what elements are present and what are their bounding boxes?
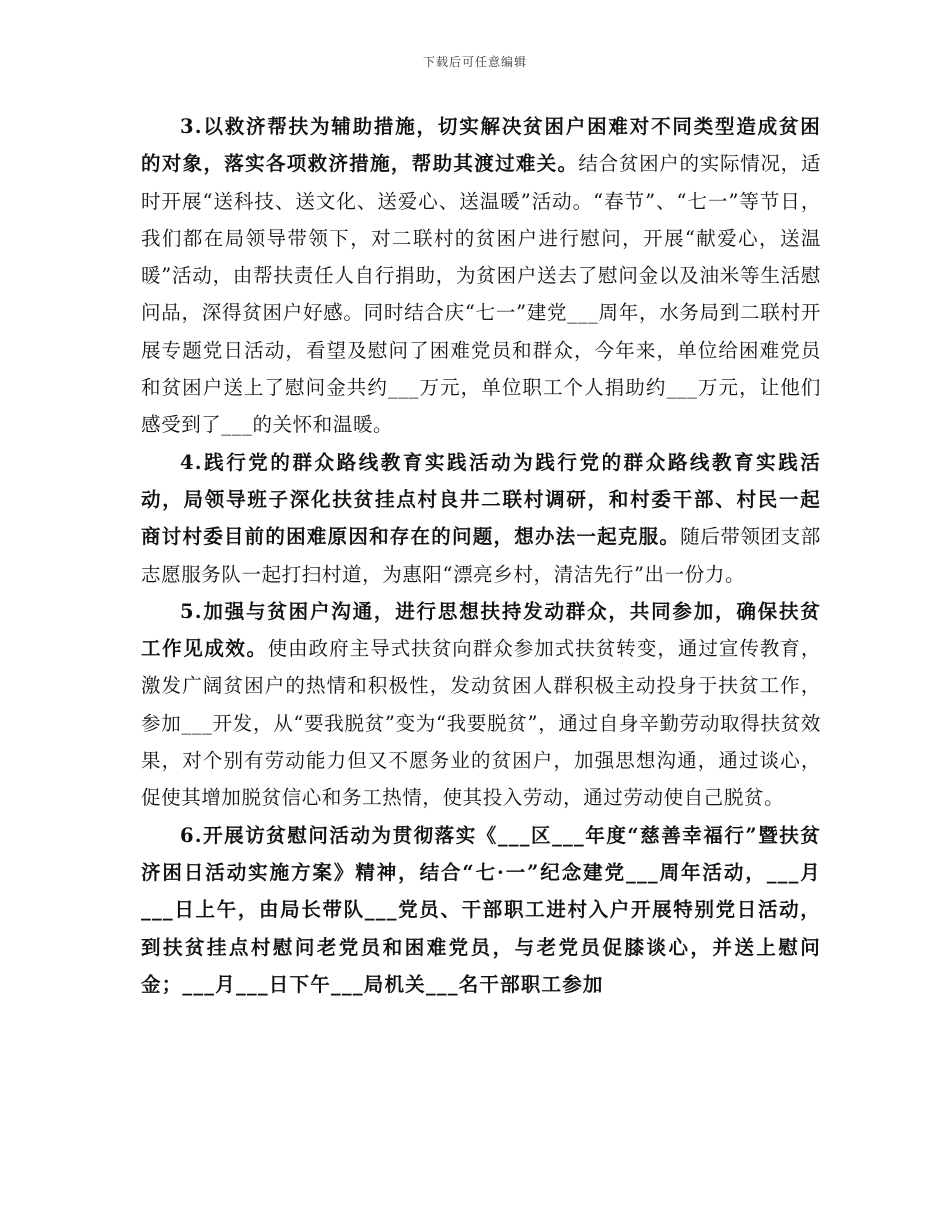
paragraph-5 [141, 593, 821, 817]
paragraph-4-heading: 4.践行党的群众路线教育实践活动为践行党的群众路线教育实践活动，局领导班子深化扶贫挂点村良井二联村调研，和村委干部、村民一起商讨村委目前的困难原因和存在的问题，想办法一起克服。 [141, 450, 821, 549]
paragraph-5-heading: 5.加强与贫困户沟通，进行思想扶持发动群众，共同参加，确保扶贫工作见成效。 [141, 599, 821, 661]
paragraph-4 [141, 444, 821, 593]
paragraph-3 [141, 108, 821, 444]
paragraph-6 [141, 817, 821, 1003]
paragraph-3-body: 结合贫困户的实际情况，适时开展“送科技、送文化、送爱心、送温暖”活动。“春节”、“七一”等节日，我们都在局领导带领下，对二联村的贫困户进行慰问，开展“献爱心，送温暖”活动，由帮扶责任人自行捐助，为贫困户送去了慰问金以及油米等生活慰问品，深得贫困户好感。同时结合庆“七一”建党___周年，水务局到二联村开展专题党日活动，看望及慰问了困难党员和群众，今年来，单位给困难党员和贫困户送上了慰问金共约___万元，单位职工个人捐助约___万元，让他们感受到了___的关怀和温暖。 [141, 152, 821, 437]
paragraph-5-body: 使由政府主导式扶贫向群众参加式扶贫转变，通过宣传教育，激发广阔贫困户的热情和积极性，发动贫困人群积极主动投身于扶贫工作，参加___开发，从“要我脱贫”变为“我要脱贫”，通过自身辛勤劳动取得扶贫效果，对个别有劳动能力但又不愿务业的贫困户，加强思想沟通，通过谈心，促使其增加脱贫信心和务工热情，使其投入劳动，通过劳动使自己脱贫。 [141, 637, 821, 810]
paragraph-6-heading: 6.开展访贫慰问活动为贯彻落实《___区___年度“慈善幸福行”暨扶贫济困日活动实施方案》精神，结合“七·一”纪念建党___周年活动，___月___日上午，由局长带队___党员、干部职工进村入户开展特别党日活动，到扶贫挂点村慰问老党员和困难党员，与老党员促膝谈心，并送上慰问金；___月___日下午___局机关___名干部职工参加 [141, 823, 821, 996]
document-body [141, 108, 821, 1003]
page-header-note: 下载后可任意编辑 [422, 55, 527, 69]
paragraph-3-heading: 3.以救济帮扶为辅助措施，切实解决贫困户困难对不同类型造成贫困的对象，落实各项救济措施，帮助其渡过难关。 [141, 115, 821, 176]
paragraph-4-body: 随后带领团支部志愿服务队一起打扫村道，为惠阳“漂亮乡村，清洁先行”出一份力。 [141, 525, 821, 586]
